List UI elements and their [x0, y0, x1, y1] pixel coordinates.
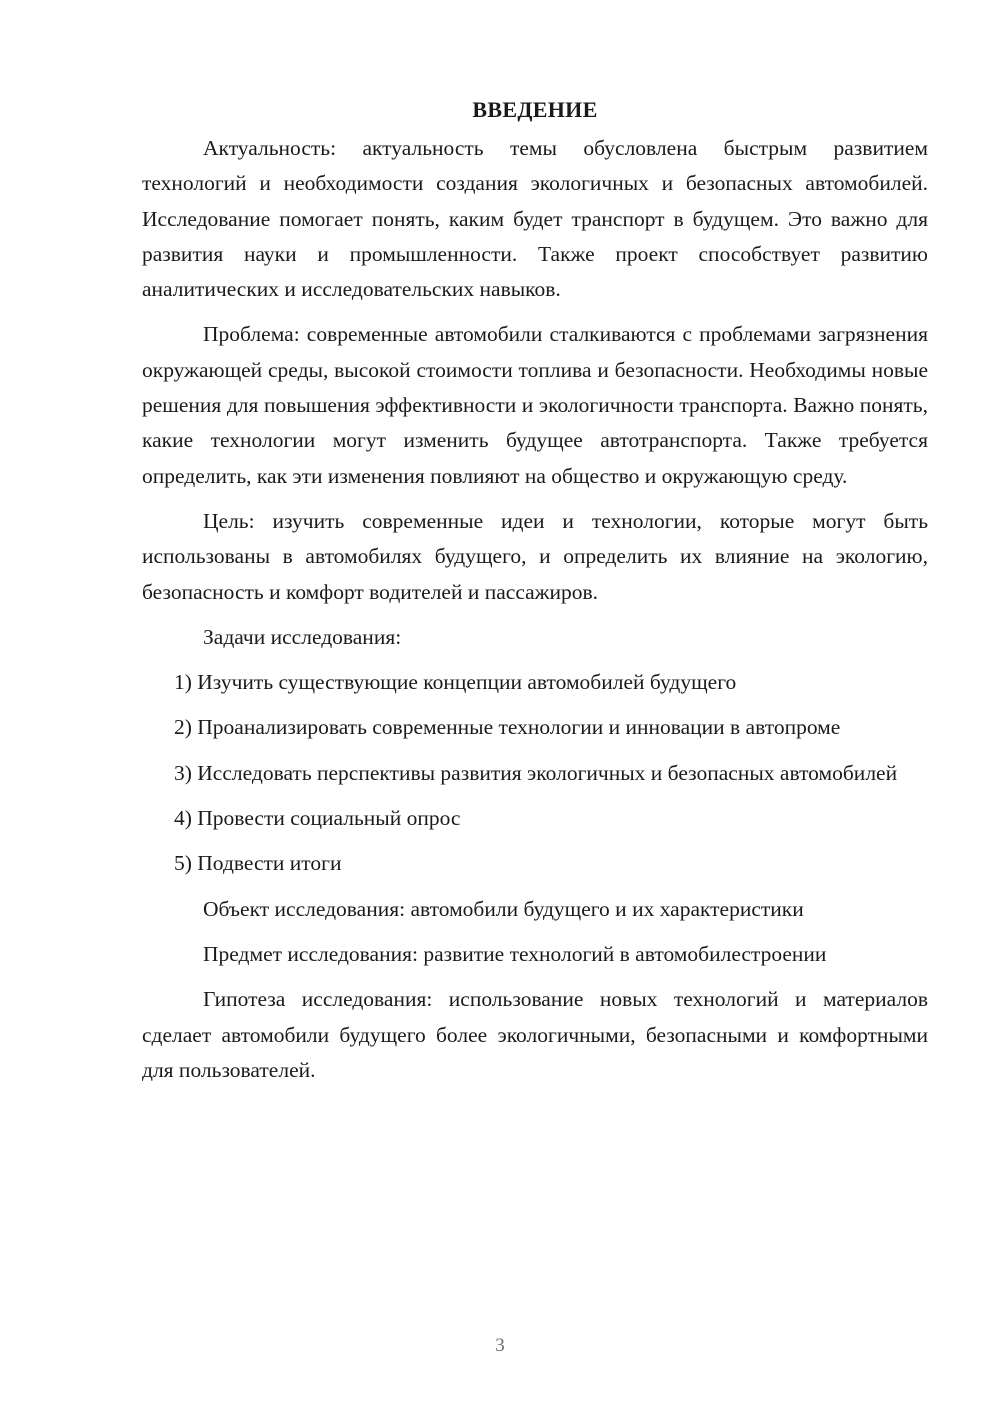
- goal-paragraph: Цель: изучить современные идеи и технологии, которые могут быть использованы в автомобилях будущего, и определить их влияние на экологию, безопасность и комфорт водителей и пассажиров.: [142, 508, 928, 604]
- task-item-5: 5) Подвести итоги: [174, 851, 342, 876]
- relevance-paragraph: Актуальность: актуальность темы обусловлена быстрым развитием технологий и необходимости создания экологичных и безопасных автомобилей. Исследование помогает понять, каким будет транспорт в будущем. Это важно для развития науки и промышленности. Также проект способствует развитию аналитических и исследовательских навыков.: [142, 136, 928, 302]
- hypothesis-paragraph: Гипотеза исследования: использование новых технологий и материалов сделает автомобили будущего более экологичными, безопасными и комфортными для пользователей.: [142, 987, 928, 1082]
- tasks-heading: Задачи исследования:: [203, 624, 402, 649]
- task-item-2: 2) Проанализировать современные технологии и инновации в автопроме: [174, 715, 841, 740]
- page-number: 3: [495, 1335, 505, 1356]
- document-page: [142, 92, 928, 1098]
- object-paragraph: Объект исследования: автомобили будущего и их характеристики: [203, 896, 804, 921]
- task-item-1: 1) Изучить существующие концепции автомобилей будущего: [174, 670, 737, 695]
- problem-paragraph: Проблема: современные автомобили сталкиваются с проблемами загрязнения окружающей среды, высокой стоимости топлива и безопасности. Необходимы новые решения для повышения эффективности и экологичности транспорта. Важно понять, какие технологии могут изменить будущее автотранспорта. Также требуется определить, как эти изменения повлияют на общество и окружающую среду.: [142, 322, 928, 488]
- subject-paragraph: Предмет исследования: развитие технологий в автомобилестроении: [203, 941, 827, 966]
- task-item-4: 4) Провести социальный опрос: [174, 806, 461, 831]
- task-item-3: 3) Исследовать перспективы развития экологичных и безопасных автомобилей: [174, 760, 898, 785]
- page-title: ВВЕДЕНИЕ: [472, 97, 598, 122]
